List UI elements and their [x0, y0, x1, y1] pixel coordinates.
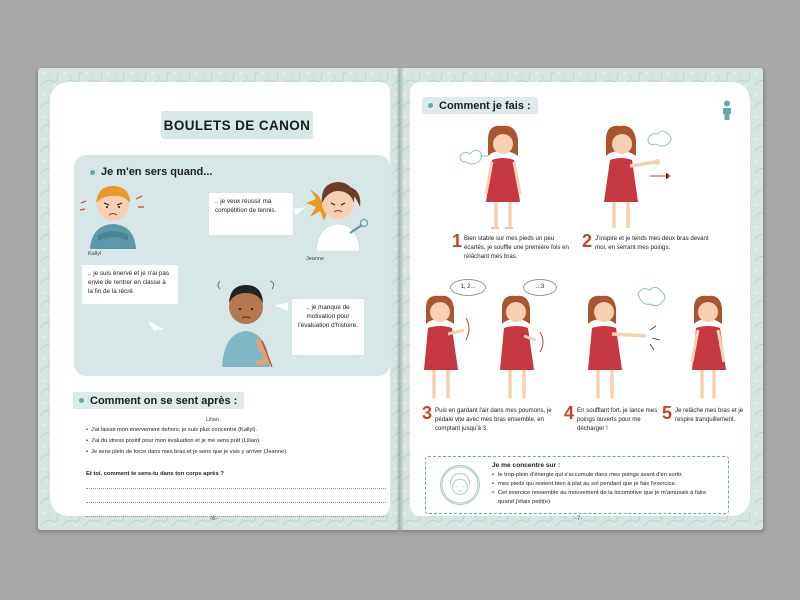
answer-line[interactable]: [86, 502, 386, 503]
list-item: ➜ Cet exercice ressemble au mouvement de la locomotive que je m'amusais à faire quand j'étais petit(e).: [492, 489, 722, 507]
focus-box: [425, 456, 729, 514]
list-item: • mes pieds qui restent bien à plat au sol pendant que je fais l'exercice.: [492, 480, 722, 489]
list-item: • Je sens plein de force dans mes bras et je sens que je vais y arriver (Jeanne).: [86, 447, 386, 458]
answer-line[interactable]: [86, 488, 386, 489]
step-4-number: 4: [564, 403, 575, 423]
left-content-panel: [50, 82, 390, 516]
left-page: [38, 68, 400, 530]
usage-heading: Je m'en sers quand...: [90, 166, 212, 178]
lilian-speech-bubble: .. je manque de motivation pour l'évaluation d'histoire.: [292, 299, 364, 355]
apres-section-heading: Comment on se sent après :: [73, 392, 244, 409]
lilian-name: Lilian: [206, 417, 219, 423]
list-item: • J'ai laissé mon énervement dehors, je suis plus concentré (Kallyl).: [86, 425, 386, 436]
list-item: • le trop-plein d'énergie qui s'accumule dans mes poings avant d'en sortir.: [492, 471, 722, 480]
jeanne-name: Jeanne: [306, 256, 325, 262]
list-item: • J'ai du stress positif pour mon évaluation et je me sens prêt (Lilian).: [86, 436, 386, 447]
step-5-illustration: [680, 284, 740, 402]
reflection-question: Et toi, comment te sens-tu dans ton corps après ?: [86, 471, 224, 477]
count-bubble-1: 1, 2...: [450, 279, 486, 296]
step-1-illustration: [458, 122, 538, 232]
step-1-number: 1: [452, 231, 463, 251]
step-3-illustration: [412, 284, 572, 402]
book-gutter: [396, 68, 404, 530]
step-4-text: En soufflant fort, je lance mes poings ouverts pour me décharger !: [577, 407, 658, 433]
step-4-illustration: [582, 284, 672, 402]
right-page: [400, 68, 763, 530]
step-2-number: 2: [582, 231, 593, 251]
step-3-text: Puis en gardant l'air dans mes poumons, je pédale vite avec mes bras ensemble, en comptant jusqu'à 3.: [435, 407, 552, 433]
bullet-icon: [79, 398, 84, 403]
feelings-list: [86, 425, 386, 457]
page-number: -7-: [575, 516, 583, 522]
focus-title: Je me concentre sur :: [492, 462, 561, 469]
focus-list: [492, 471, 722, 507]
kallyl-speech-bubble: .. je suis énervé et je n'ai pas envie de rentrer en classe à la fin de la récré.: [82, 265, 178, 304]
jeanne-speech-bubble: .. je veux réussir ma compétition de tennis.: [209, 193, 293, 235]
right-content-panel: [410, 82, 750, 516]
step-1-text: Bien stable sur mes pieds un peu écartés, je souffle une première fois en relâchant mes bras.: [464, 235, 569, 261]
kallyl-name: Kallyl: [88, 251, 102, 257]
page-title: BOULETS DE CANON: [161, 111, 313, 139]
person-icon: [720, 100, 734, 120]
step-2-illustration: [590, 122, 680, 232]
step-5-number: 5: [662, 403, 673, 423]
step-5-text: Je relâche mes bras et je respire tranquillement.: [675, 407, 744, 424]
child-face-icon: [440, 465, 480, 505]
bullet-icon: [428, 103, 433, 108]
step-2-text: J'inspire et je tends mes deux bras devant moi, en serrant mes poings.: [595, 235, 709, 252]
answer-line[interactable]: [86, 516, 386, 517]
count-bubble-2: ...3: [523, 279, 557, 296]
how-to-heading: Comment je fais :: [422, 97, 538, 114]
page-number: -6-: [210, 516, 218, 522]
step-3-number: 3: [422, 403, 433, 423]
